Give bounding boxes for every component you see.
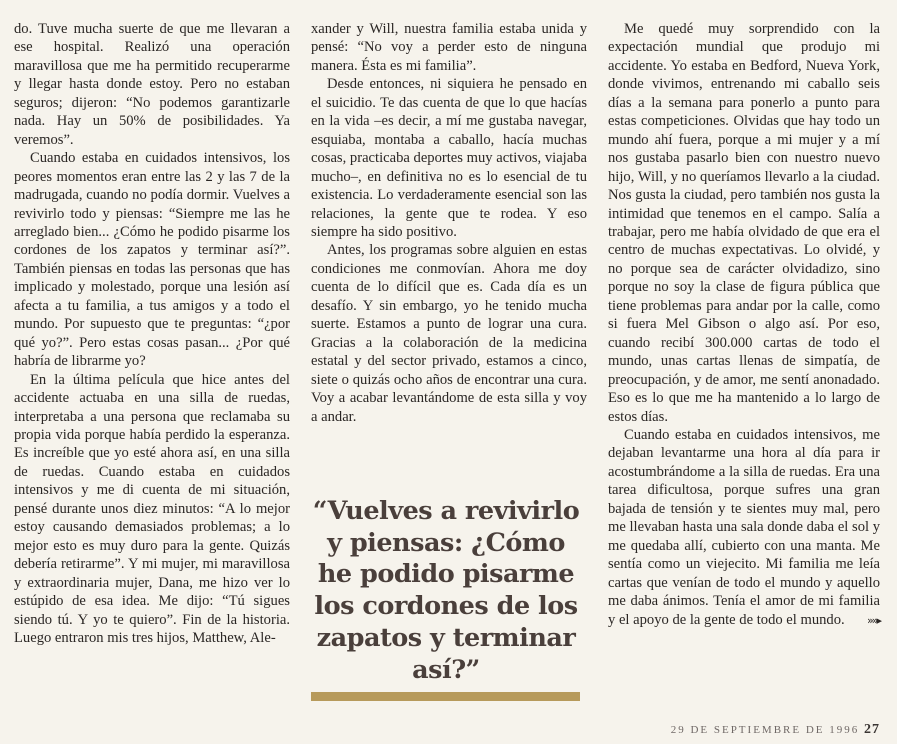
paragraph bbox=[608, 426, 880, 629]
paragraph: xander y Will, nuestra familia estaba unida y pensé: “No voy a perder esto de ninguna manera. Ésta es mi familia”. bbox=[311, 21, 587, 74]
issue-date: 29 DE SEPTIEMBRE DE 1996 bbox=[670, 724, 860, 736]
paragraph-text: Cuando estaba en cuidados intensivos, me dejaban levantarme una hora al día para ir acostumbrándome a la silla de ruedas. Era una tarea dificultosa, porque sufres una gran bajada de tensión y te sientes muy mal, pero me llevaban hasta una sala donde daba el sol y me quedaba allí, cubierto con una manta. Me sentía como un viejecito. Mi familia me leía cartas que venían de todo el mundo y aquello me daba ánimos. Tenía el amor de mi familia y el apoyo de la gente de todo el mundo. bbox=[608, 426, 880, 628]
continue-arrow-icon: »»▸ bbox=[867, 613, 880, 627]
page-number: 27 bbox=[864, 722, 880, 737]
paragraph: Me quedé muy sorprendido con la expectación mundial que produjo mi accidente. Yo estaba en Bedford, Nueva York, donde vivimos, entrenando mi caballo seis días a la semana para ponerlo a punto para estas competiciones. Olvidas que hay todo un mundo ahí fuera, porque a mi mujer y a mí nos gustaba pasarlo bien con nuestro nuevo hijo, Will, y no queríamos llevarlo a la ciudad. Nos gusta la ciudad, pero también nos gusta la intimidad que tenemos en el campo. Salía a trabajar, pero me había olvidado de que era el centro de muchas expectativas. Lo olvidé, y no porque sea de carácter olvidadizo, sino porque no soy la clase de figura pública que tiene problemas para andar por la calle, como si fuera Mel Gibson o algo así. Por eso, cuando recibí 300.000 cartas de todo el mundo, unas cartas llenas de simpatía, de preocupación, y de amor, me sentí anonadado. Eso es lo que me ha mantenido a lo largo de estos días. bbox=[608, 21, 880, 425]
paragraph: Antes, los programas sobre alguien en estas condiciones me conmovían. Ahora me doy cuenta de lo difícil que es. Cada día es un desafío. Y sin embargo, yo he tenido mucha suerte. Estamos a punto de lograr una cura. Gracias a la colaboración de la medicina estatal y del sector privado, estamos a cinco, siete o quizás ocho años de encontrar una cura. Voy a acabar levantándome de esta silla y voy a andar. bbox=[311, 242, 587, 425]
article-column-2 bbox=[311, 20, 587, 426]
folio bbox=[671, 722, 880, 738]
paragraph: En la última película que hice antes del accidente actuaba en una silla de ruedas, interpretaba a una persona que reclamaba su propia vida porque había perdido la esperanza. Es increíble que yo esté ahora así, en una silla de ruedas. Cuando estaba en cuidados intensivos y me di cuenta de mi situación, pensé durante unos diez minutos: “A lo mejor estoy causando demasiados problemas; a lo mejor esto es muy duro para la gente. Quizás debería retirarme”. Y mi mujer, mi maravillosa y extraordinaria mujer, Dana, me hizo ver lo estúpido de esa idea. Me dijo: “Tú sigues siendo tú. Y yo te quiero”. Fin de la historia. Luego entraron mis tres hijos, Matthew, Ale- bbox=[14, 371, 290, 646]
pull-quote: “Vuelves a revivirlo y piensas: ¿Cómo he podido pisarme los cordones de los zapatos y terminar así?” bbox=[312, 496, 580, 685]
paragraph: Cuando estaba en cuidados intensivos, los peores momentos eran entre las 2 y las 7 de la madrugada, cuando no podía dormir. Vuelves a revivirlo todo y piensas: “Siempre me las he arreglado bien... ¿Cómo he podido pisarme los cordones de los zapatos y terminar así?”. También piensas en todas las personas que has implicado y molestado, porque una lesión así afecta a tu familia, a tus amigos y a todo el mundo. Por supuesto que te preguntas: “¿por qué yo?”. Pero estas cosas pasan... ¿Por qué habría de librarme yo? bbox=[14, 150, 290, 370]
paragraph: do. Tuve mucha suerte de que me llevaran a ese hospital. Realizó una operación maravillosa que me ha permitido recuperarme y llegar hasta donde estoy. Pero no estaban seguros; dijeron: “No podemos garantizarle nada. Hay un 50% de posibilidades. Ya veremos”. bbox=[14, 21, 290, 148]
pull-quote-rule bbox=[311, 692, 580, 701]
article-column-3 bbox=[608, 20, 880, 630]
paragraph: Desde entonces, ni siquiera he pensado en el suicidio. Te das cuenta de que lo que hacías en la vida –es decir, a mí me gustaba navegar, esquiaba, montaba a caballo, hacía muchas cosas, practicaba deportes muy activos, viajaba mucho–, en definitiva no es lo esencial de tu existencia. Lo verdaderamente esencial son las relaciones, la gente que te rodea. Y eso siempre ha sido positivo. bbox=[311, 76, 587, 240]
article-column-1 bbox=[14, 20, 290, 647]
